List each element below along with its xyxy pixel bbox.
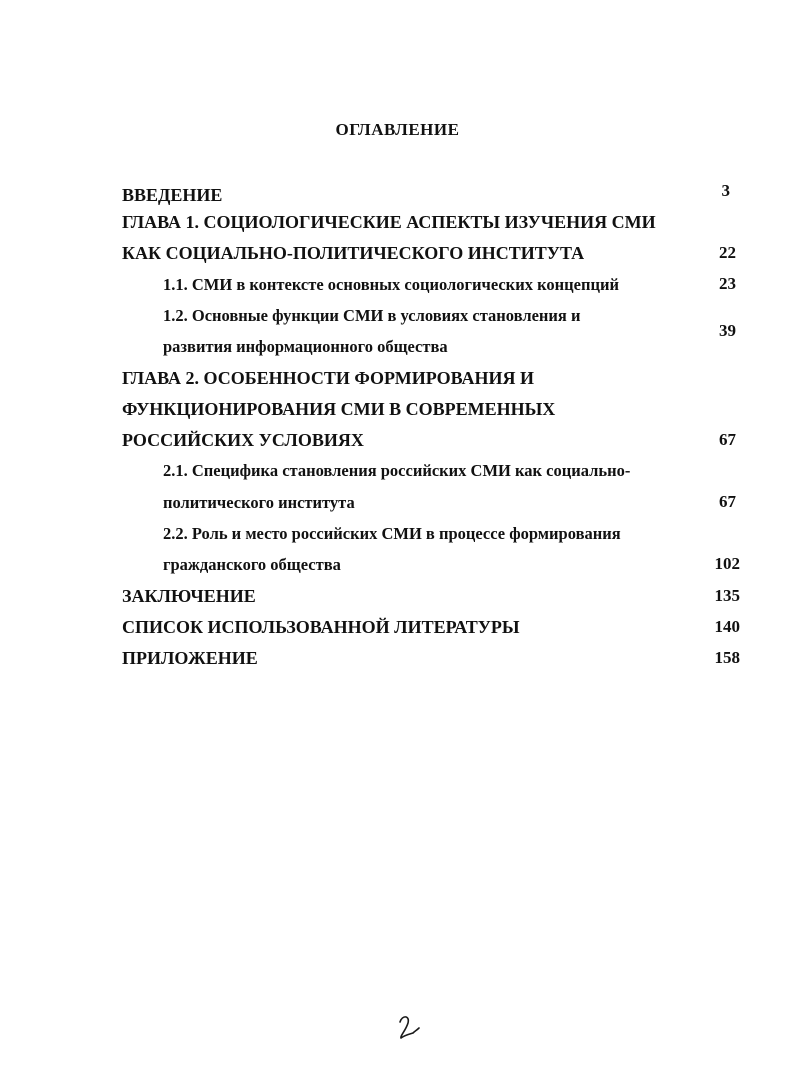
toc-page-chapter2: 67 bbox=[719, 430, 736, 449]
toc-entry-appendix: ПРИЛОЖЕНИЕ bbox=[122, 648, 258, 668]
toc-page-chapter1: 22 bbox=[719, 243, 736, 262]
toc-entry-section-1-2-line2: развития информационного общества bbox=[163, 337, 448, 356]
toc-page-section-1-2: 39 bbox=[719, 321, 736, 340]
toc-entry-chapter2-line1: ГЛАВА 2. ОСОБЕННОСТИ ФОРМИРОВАНИЯ И bbox=[122, 368, 534, 388]
toc-entry-chapter1-line1: ГЛАВА 1. СОЦИОЛОГИЧЕСКИЕ АСПЕКТЫ ИЗУЧЕНИЯ СМИ bbox=[122, 212, 656, 232]
toc-entry-chapter2-line3: РОССИЙСКИХ УСЛОВИЯХ bbox=[122, 430, 364, 450]
toc-entry-section-2-2-line1: 2.2. Роль и место российских СМИ в процессе формирования bbox=[163, 524, 621, 543]
toc-entry-bibliography: СПИСОК ИСПОЛЬЗОВАННОЙ ЛИТЕРАТУРЫ bbox=[122, 617, 520, 637]
toc-title: ОГЛАВЛЕНИЕ bbox=[335, 120, 460, 139]
toc-entry-introduction: ВВЕДЕНИЕ bbox=[122, 185, 223, 205]
toc-entry-section-1-1: 1.1. СМИ в контексте основных социологических концепций bbox=[163, 275, 619, 294]
toc-page-section-1-1: 23 bbox=[719, 274, 736, 293]
toc-page-introduction: 3 bbox=[721, 181, 730, 200]
toc-page-section-2-1: 67 bbox=[719, 492, 736, 511]
toc-page-section-2-2: 102 bbox=[714, 554, 740, 573]
toc-entry-conclusion: ЗАКЛЮЧЕНИЕ bbox=[122, 586, 256, 606]
toc-entry-section-2-2-line2: гражданского общества bbox=[163, 555, 341, 574]
toc-page-conclusion: 135 bbox=[714, 586, 740, 605]
toc-entry-section-1-2-line1: 1.2. Основные функции СМИ в условиях становления и bbox=[163, 306, 581, 325]
toc-entry-chapter2-line2: ФУНКЦИОНИРОВАНИЯ СМИ В СОВРЕМЕННЫХ bbox=[122, 399, 556, 419]
toc-entry-section-2-1-line1: 2.1. Специфика становления российских СМИ как социально- bbox=[163, 461, 631, 480]
toc-entry-chapter1-line2: КАК СОЦИАЛЬНО-ПОЛИТИЧЕСКОГО ИНСТИТУТА bbox=[122, 243, 585, 263]
handwritten-page-number bbox=[396, 1012, 426, 1042]
toc-entry-section-2-1-line2: политического института bbox=[163, 493, 355, 512]
toc-page-bibliography: 140 bbox=[714, 617, 740, 636]
toc-page-appendix: 158 bbox=[714, 648, 740, 667]
